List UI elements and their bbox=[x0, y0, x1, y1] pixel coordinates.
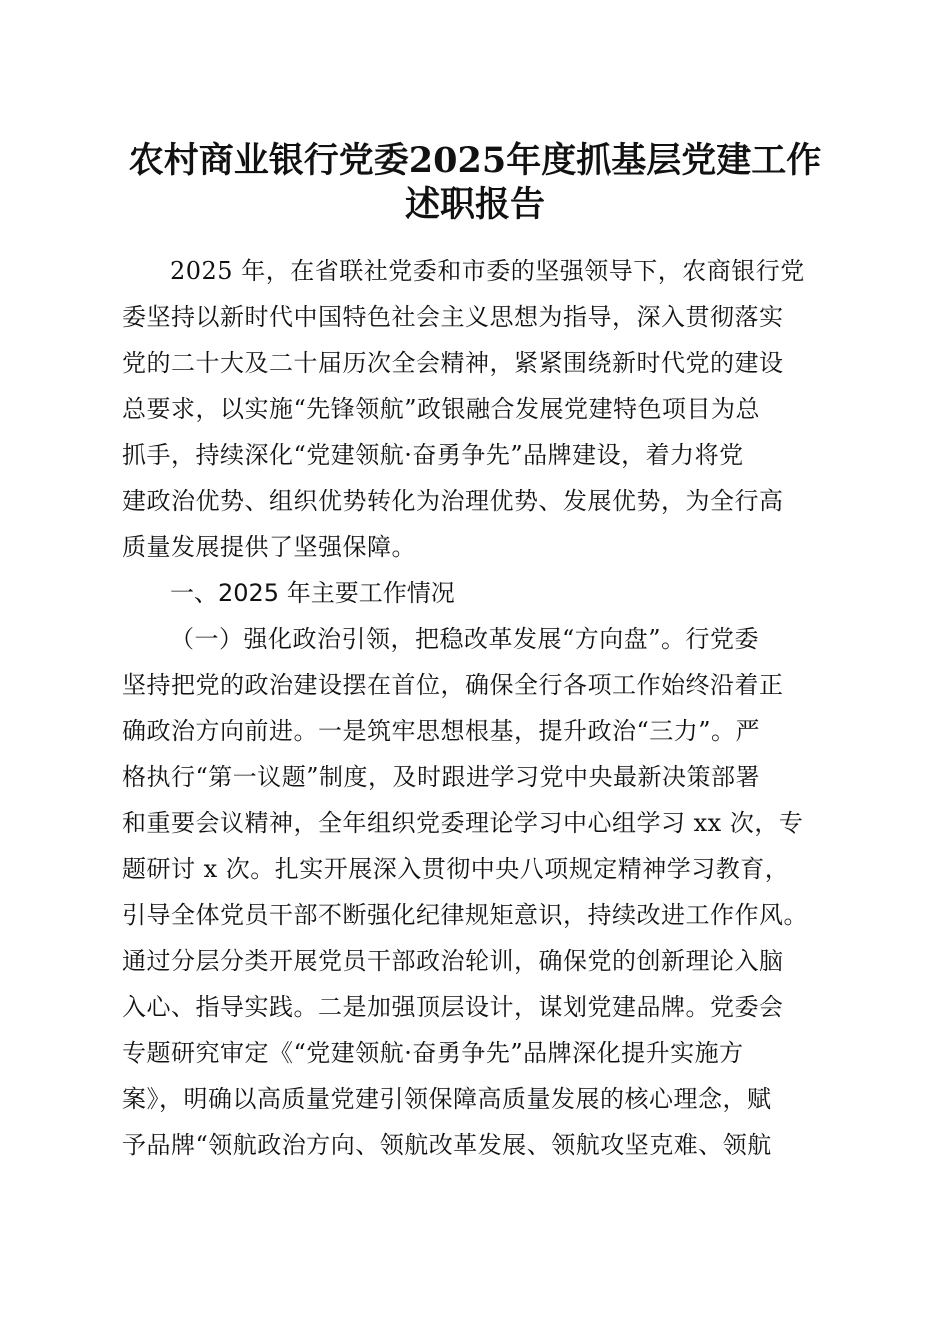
paragraph-2-line: （一）强化政治引领，把稳改革发展“方向盘”。行党委 bbox=[170, 625, 760, 653]
paragraph-2-line: 格执行“第一议题”制度，及时跟进学习党中央最新决策部署 bbox=[122, 763, 761, 791]
section-heading: 一、2025 年主要工作情况 bbox=[170, 579, 455, 607]
paragraph-2-line: 确政治方向前进。一是筑牢思想根基，提升政治“三力”。严 bbox=[122, 717, 761, 745]
paragraph-1-line: 质量发展提供了坚强保障。 bbox=[122, 533, 416, 561]
paragraph-2-line: 入心、指导实践。二是加强顶层设计，谋划党建品牌。党委会 bbox=[122, 993, 784, 1021]
document-title-line-2: 述职报告 bbox=[404, 184, 545, 225]
paragraph-1-line: 党的二十大及二十届历次全会精神，紧紧围绕新时代党的建设 bbox=[122, 349, 784, 377]
paragraph-2-line: 坚持把党的政治建设摆在首位，确保全行各项工作始终沿着正 bbox=[122, 671, 784, 699]
paragraph-2-line: 题研讨 x 次。扎实开展深入贯彻中央八项规定精神学习教育， bbox=[122, 855, 790, 883]
paragraph-1-line: 总要求，以实施“先锋领航”政银融合发展党建特色项目为总 bbox=[122, 395, 761, 423]
paragraph-1-line: 2025 年，在省联社党委和市委的坚强领导下，农商银行党 bbox=[170, 257, 805, 285]
paragraph-2-line: 案》，明确以高质量党建引领保障高质量发展的核心理念，赋 bbox=[122, 1085, 772, 1113]
paragraph-2-line: 和重要会议精神，全年组织党委理论学习中心组学习 xx 次，专 bbox=[122, 809, 804, 837]
paragraph-1-line: 抓手，持续深化“党建领航·奋勇争先”品牌建设，着力将党 bbox=[122, 441, 744, 469]
paragraph-2-line: 通过分层分类开展党员干部政治轮训，确保党的创新理论入脑 bbox=[122, 947, 784, 975]
paragraph-1-line: 委坚持以新时代中国特色社会主义思想为指导，深入贯彻落实 bbox=[122, 303, 784, 331]
paragraph-2-line: 引导全体党员干部不断强化纪律规矩意识，持续改进工作作风。 bbox=[122, 901, 808, 929]
paragraph-1-line: 建政治优势、组织优势转化为治理优势、发展优势，为全行高 bbox=[122, 487, 784, 515]
paragraph-2-line: 专题研究审定《“党建领航·奋勇争先”品牌深化提升实施方 bbox=[122, 1039, 744, 1067]
document-title-line-1: 农村商业银行党委2025年度抓基层党建工作 bbox=[128, 140, 822, 181]
paragraph-2-line: 予品牌“领航政治方向、领航改革发展、领航攻坚克难、领航 bbox=[122, 1131, 772, 1159]
